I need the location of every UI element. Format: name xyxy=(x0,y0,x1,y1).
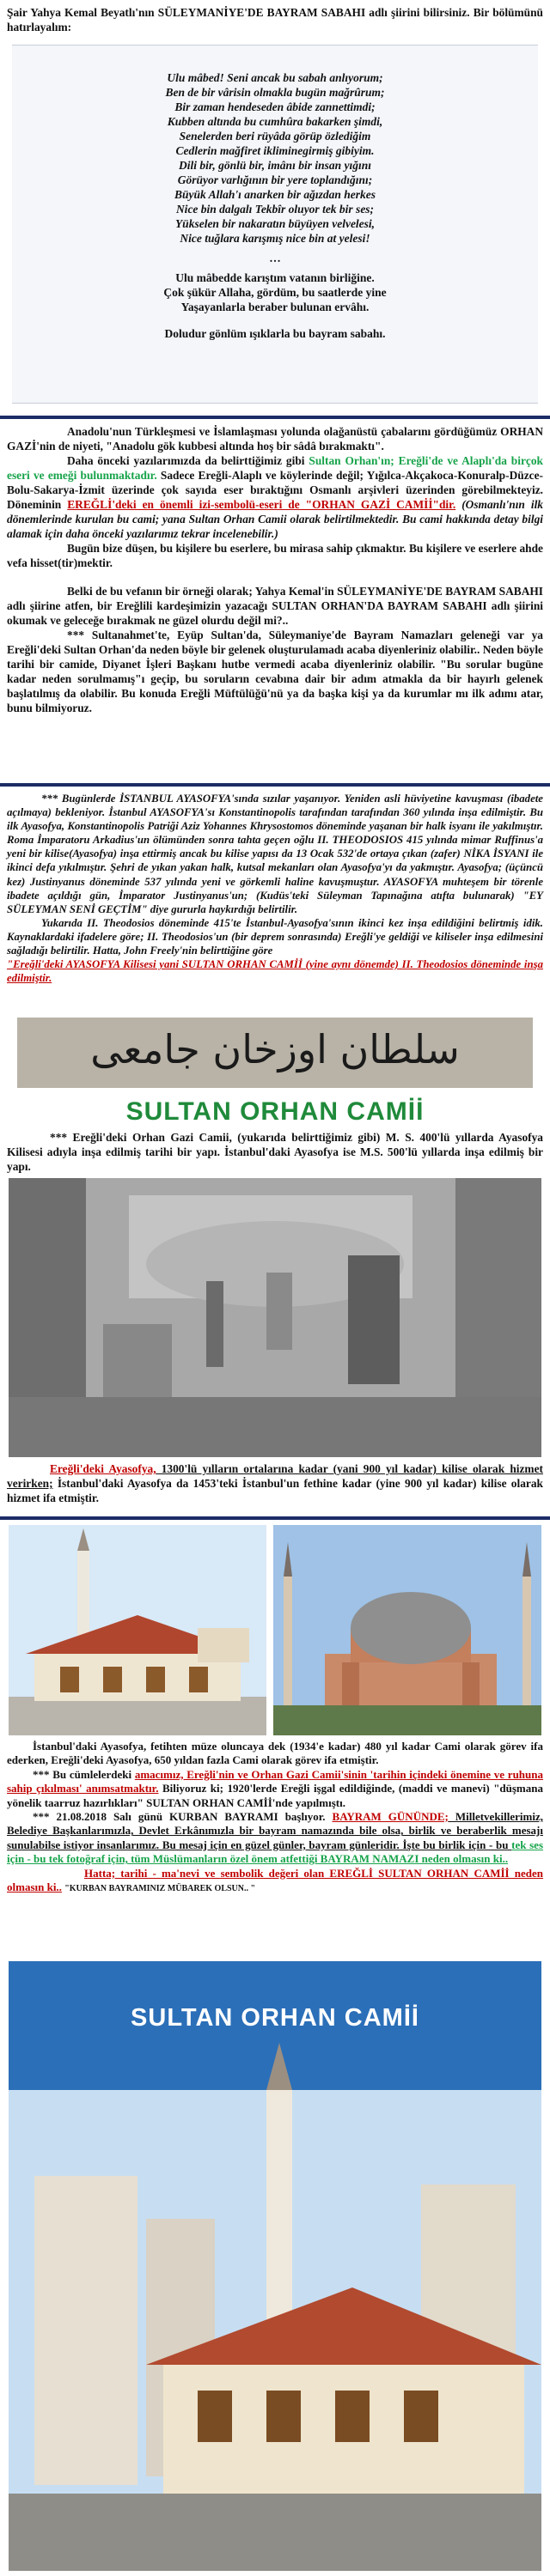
sultan-orhan-mosque-photo xyxy=(9,1961,541,2571)
poem-line: Doludur gönlüm ışıklarla bu bayram sabahı. xyxy=(164,327,386,340)
bottom-photo-graphic xyxy=(9,1961,541,2571)
s4-p4b: "KURBAN BAYRAMINIZ MÜBAREK OLSUN.. " xyxy=(64,1884,256,1894)
poem-line: Nice tuğlara karışmış nice bin at yelesi! xyxy=(180,232,370,245)
s3-p2b: 1300'lü yılların ortalarına kadar (yani 900 yıl kadar) kilise olarak hizmet verirken; xyxy=(7,1462,543,1490)
intro-line: Şair Yahya Kemal Beyatlı'nın SÜLEYMANİYE'DE BAYRAM SABAHI adlı şiirini bilirsiniz. Bir bölümünü hatırlayalım: xyxy=(7,6,543,33)
s3-p1: *** Ereğli'deki Orhan Gazi Camii, (yukarıda belirttiğimiz gibi) M. S. 400'lü yıllarda Ayasofya Kilisesi adıyla inşa edilmiş tarihi bir yapı. İstanbul'daki Ayasofya ise M.S. 500'lü yıllarda inşa edilmiş bir yapı. xyxy=(7,1131,543,1173)
s1-p2e: (Osmanlı'nın ilk dönemlerinde kurulan bu cami; yana Sultan Orhan Camii olarak belirtilmektedir. Bu cami hakkında detay bilgi alamak için daha önceki yazılarımız tekrar incelenebilir.) xyxy=(7,498,543,540)
s1-p4: Belki de bu vefanın bir örneği olarak; Yahya Kemal'in SÜLEYMANİYE'DE BAYRAM SABAHI adlı şiirine atfen, bir Ereğlili kardeşimizin yazacağı SULTAN ORHAN'DA BAYRAM SABAHI adlı şiirini okumak ve geleceğe bırakmak ne güzel olurdu değil mi?.. xyxy=(7,585,543,627)
mosque-title: SULTAN ORHAN CAMİİ xyxy=(125,1097,425,1126)
s4-p4a: Hatta; tarihi - ma'nevi ve sembolik değeri olan EREĞLİ SULTAN ORHAN CAMİİ neden olmasın ki.. xyxy=(7,1866,543,1894)
s4-p2 xyxy=(7,1768,543,1810)
eregli-mosque-graphic xyxy=(9,1525,266,1735)
s1-p2 xyxy=(7,453,543,541)
divider xyxy=(0,783,550,787)
s3-p2 xyxy=(7,1461,543,1505)
ottoman-inscription-image xyxy=(17,1018,533,1088)
inscription-text: سلطان اوزخان جامعى xyxy=(90,1026,460,1072)
mosque-interior-photo xyxy=(9,1178,541,1457)
poem-line: Bir zaman hendeseden âbide zannettimdi; xyxy=(174,100,376,113)
poem-line: Ben de bir vârisin olmakla bugün mağrûrum; xyxy=(165,86,385,99)
s4-p1: İstanbul'daki Ayasofya, fetihten müze oluncaya dek (1934'e kadar) 480 yıl kadar Cami olarak görev ifa ederken, Ereğli'deki Ayasofya, 650 yıldan fazla Cami olarak görev ifa etmiştir. xyxy=(7,1740,543,1767)
s1-p1: Anadolu'nun Türkleşmesi ve İslamlaşması yolunda olağanüstü çabalarını gördüğümüz ORHAN GAZİ'nin de niyeti, "Anadolu gök kubbesi altında hoş bir sâdâ bırakmaktı". xyxy=(7,425,543,453)
s3-p2a: Ereğli'deki Ayasofya, xyxy=(50,1462,156,1475)
interior-photo-graphic xyxy=(9,1178,541,1457)
eregli-mosque-photo xyxy=(9,1525,266,1735)
s4-p2a: *** Bu cümlelerdeki xyxy=(33,1767,135,1781)
poem-line: Yükselen bir nakaratın büyüyen velvelesi, xyxy=(174,217,376,230)
s4-p2b: amacımız, Ereğli'nin ve Orhan Gazi Camii'sinin 'tarihin içindeki önemine ve ruhuna sahip çıkılması' anımsatmaktır. xyxy=(7,1767,543,1795)
s3-p2c: İstanbul'daki Ayasofya da 1453'teki İstanbul'un fethine kadar (yine 900 yıl kadar) kilise olarak hizmet ifa etmiştir. xyxy=(7,1477,543,1504)
poem xyxy=(17,70,533,341)
section-3 xyxy=(7,1130,543,1174)
s4-p2c: Biliyoruz ki; 1920'lerde Ereğli işgal edildiğinde, (maddi ve manevi) "düşmana yönelik taarruz hazırlıkları" SULTAN ORHAN CAMİİ'nde yapılmıştı. xyxy=(7,1782,543,1809)
s4-p4 xyxy=(7,1867,543,1897)
divider xyxy=(0,1516,550,1520)
s4-p3 xyxy=(7,1810,543,1867)
section-2 xyxy=(7,792,543,985)
s1-p2a: Daha önceki yazılarımızda da belirttiğimiz gibi xyxy=(67,454,309,467)
section-1 xyxy=(7,424,543,715)
s4-p3d: tek ses için - bu tek fotoğraf için, tüm Müslümanların özel önem atfettiği BAYRAM NAMAZI neden olmasın ki.. xyxy=(7,1838,544,1866)
poem-line: Nice bin dalgalı Tekbîr oluyor tek bir ses; xyxy=(175,203,375,216)
hagia-sophia-graphic xyxy=(273,1525,541,1735)
bottom-photo-title: SULTAN ORHAN CAMİİ xyxy=(131,2004,419,2032)
s1-p2b: Sultan Orhan'ın; Ereğli'de ve Alaplı'da birçok eseri ve emeği bulunmaktadır. xyxy=(7,454,543,482)
s2-p2: Yukarıda II. Theodosios döneminde 415'te İstanbul-Ayasofya'sının ikinci kez inşa edildiğini belirtmiş idik. Kaynaklardaki ifadelere göre; II. Theodosios'un (bir deprem sonrasında) Ereğli'ye geldiği ve kiliseler inşa edilmesini sağladığı belirtilir. Hatta, John Freely'nin belirttiğine göre xyxy=(7,916,543,957)
s4-p3a: *** 21.08.2018 Salı günü KURBAN BAYRAMI başlıyor. xyxy=(33,1810,333,1824)
s1-p2c: Sadece Ereğli-Alaplı ve köylerinde değil; Yığılca-Akçakoca-Konuralp-Düzce-Bolu-Sakarya-İzmit üzerinde çok sayıda eser bıraktığını Osmanlı arşivleri üzerinden görebilmekteyiz. Döneminin xyxy=(7,469,543,511)
s4-p3c: Milletvekillerimiz, Belediye Başkanlarımızla, Devlet Erkânımızla bir bayram namazında bile olsa, birlik ve beraberlik mesajı sunulabilse istiyor insanlarımız. Bu mesaj için en güzel günler, bayram günleridir. İşte bu birlik için - bu xyxy=(7,1810,544,1851)
poem-line: Büyük Allah'ı anarken bir ağızdan herkes xyxy=(174,188,376,201)
poem-line: Dili bir, gönlü bir, imânı bir insan yığını xyxy=(179,159,371,172)
section-4 xyxy=(7,1740,543,1896)
divider xyxy=(0,416,550,419)
poem-line: Cedlerin mağfiret ikliminegirmiş gibiyim. xyxy=(175,144,375,157)
poem-line: Ulu mâbedde karıştım vatanın birliğine. xyxy=(175,271,375,284)
poem-line: Senelerden beri rüyâda görüp özlediğim xyxy=(179,130,371,143)
s2-p1: *** Bugünlerde İSTANBUL AYASOFYA'sında sızılar yaşanıyor. Yeniden asli hüviyetine kavuşması (ibadete açılmaya) bekleniyor. İstanbul AYASOFYA'sı Konstantinopolis tarafından tarafından 360 yılında inşa edilmiştir. Bu ilk Ayasofya, Konstantinopolis Patriği Aziz Yohannes Khrysostomos döneminde yaşanan bir halk isyanı ile yakılmıştır. Roma İmparatoru Arkadius'un ölümünden sonra tahta geçen oğlu II. THEODOSIOS 415 yılında mimar Ruffinus'a yeni bir kilise(Ayasofya) inşa ettirmiş ancak bu kilise yapısı da 13 Ocak 532'de ortaya çıkan (zafer) NİKA İSYANI ile ikinci defa yıkılmıştır. Şehri de yıkan yakan halk, kutsal mekanları olan Ayasofya'yı da yakmıştır. Ayasofya; (üçüncü kez) Justinyanus döneminde 537 yılında yeni ve görkemli haline kavuşmuştur. AYASOFYA muhteşem bir törenle ibadete açıldığı gün, İmparator Justinyanus'un; (Kudüs'teki Süleyman Tapınağına atıfta bulunarak) "EY SÜLEYMAN SENİ GEÇTİM" diye gururla haykırdığı belirtilir. xyxy=(7,793,543,915)
poem-line: Çok şükür Allaha, gördüm, bu saatlerde yine xyxy=(163,286,387,299)
section-3b xyxy=(7,1461,543,1505)
s1-p2d: EREĞLİ'deki en önemli izi-sembolü-eseri de "ORHAN GAZİ CAMİİ"dir. xyxy=(67,498,456,511)
s1-p5: *** Sultanahmet'te, Eyüp Sultan'da, Süleymaniye'de Bayram Namazları geleneği var ya Ereğli'deki Sultan Orhan'da neden böyle bir gelenek oluşturulamadı acaba diyenleriniz olabilir.. Neden böyle tarihi bir camide, Diyanet İşleri Başkanı hutbe vermedi acaba diyenleriniz olabilir. "Bu sorular bugüne kadar neden sorulmamış"ı geçip, bu soruların cevabına dair bir adım atmakla da bir hayırlı gelenek başlatılmış da olabilir. Bu konuda Ereğli Müftülüğü'nü ya da başka kişi ya da kurumlar mı ilk adımı atar, bunu bilmiyoruz. xyxy=(7,629,543,714)
poem-line: Ulu mâbed! Seni ancak bu sabah anlıyorum; xyxy=(167,71,383,84)
s4-p3b: BAYRAM GÜNÜNDE; xyxy=(332,1810,449,1824)
hagia-sophia-photo xyxy=(273,1525,541,1735)
s2-p3: "Ereğli'deki AYASOFYA Kilisesi yani SULTAN ORHAN CAMİİ (yine aynı dönemde) II. Theodosios döneminde inşa edilmiştir. xyxy=(7,958,543,985)
poem-line: Kubben altında bu cumhûra bakarken şimdi, xyxy=(167,115,383,128)
poem-line: … xyxy=(269,252,281,264)
s1-p3: Bugün bize düşen, bu kişilere bu eserlere, bu mirasa sahip çıkmaktır. Bu kişilere ve eserlere ahde vefa hisset(tir)mektir. xyxy=(7,542,543,569)
intro-text xyxy=(7,5,543,34)
poem-line: Görüyor varlığının bir yere toplandığını; xyxy=(177,173,373,186)
poem-line: Yaşayanlarla beraber bulunan ervâhı. xyxy=(180,301,370,313)
